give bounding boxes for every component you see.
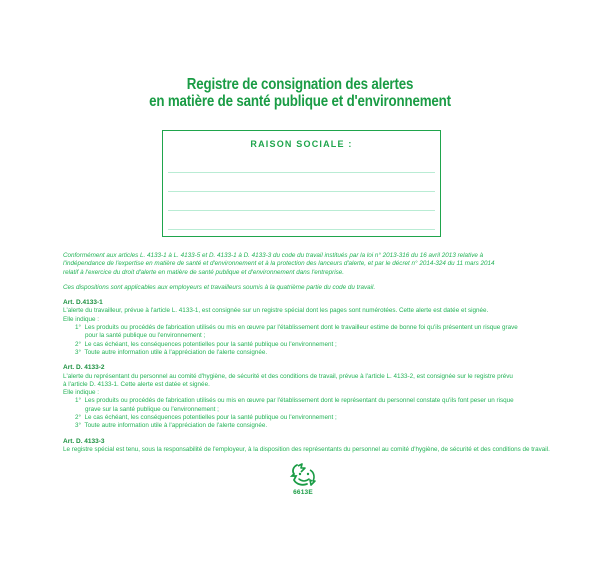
article-title: Art. D.4133-1 bbox=[63, 299, 103, 307]
article-d4133-2 bbox=[63, 364, 543, 430]
article-text: L'alerte du représentant du personnel au comité d'hygiène, de sécurité et des conditions de travail, prévue à l'article L. 4133-2, est consignée sur le registre prévu bbox=[63, 372, 513, 380]
title-line-2: en matière de santé publique et d'environnement bbox=[149, 93, 451, 110]
list-item-continuation: grave sur la santé publique ou l'environnement ; bbox=[85, 405, 219, 413]
eco-recycle-face-icon bbox=[288, 462, 318, 488]
list-item: 2° Le cas échéant, les conséquences potentielles pour la santé publique ou l'environnement ; bbox=[75, 340, 337, 348]
scope-statement: Ces dispositions sont applicables aux employeurs et travailleurs soumis à la quatrième partie du code du travail. bbox=[63, 283, 376, 291]
list-item: 3° Toute autre information utile à l'appréciation de l'alerte consignée. bbox=[75, 348, 268, 356]
article-text: Le registre spécial est tenu, sous la responsabilité de l'employeur, à la disposition des représentants du personnel au comité d'hygiène, de sécurité et des conditions de travail. bbox=[63, 445, 550, 453]
raison-sociale-label: RAISON SOCIALE : bbox=[250, 139, 353, 149]
article-text: Elle indique : bbox=[63, 315, 100, 323]
article-text: L'alerte du travailleur, prévue à l'article L. 4133-1, est consignée sur un registre spécial dont les pages sont numérotées. Cette alerte est datée et signée. bbox=[63, 307, 489, 315]
article-text: à l'article D. 4133-1. Cette alerte est datée et signée. bbox=[63, 380, 210, 388]
article-title: Art. D. 4133-3 bbox=[63, 437, 105, 445]
article-d4133-1 bbox=[63, 299, 543, 357]
title-line-1: Registre de consignation des alertes bbox=[186, 76, 414, 93]
eco-logo bbox=[281, 462, 325, 500]
raison-sociale-box bbox=[162, 130, 441, 237]
list-item: 2° Le cas échéant, les conséquences potentielles pour la santé publique ou l'environnement ; bbox=[75, 414, 337, 422]
intro-line: l'indépendance de l'expertise en matière de santé et d'environnement et à la protection des lanceurs d'alerte, et par le décret n° 2014-324 du 11 mars 2014 bbox=[63, 260, 495, 268]
intro-line: Conformément aux articles L. 4133-1 à L. 4133-5 et D. 4133-1 à D. 4133-3 du code du travail institués par la loi n° 2013-316 du 16 avril 2013 relative à bbox=[63, 252, 484, 259]
article-title: Art. D. 4133-2 bbox=[63, 364, 105, 372]
legal-text bbox=[63, 252, 550, 454]
article-d4133-3 bbox=[63, 437, 550, 455]
list-item: 1° Les produits ou procédés de fabrication utilisés ou mis en œuvre par l'établissement dont le travailleur estime de bonne foi qu'ils présentent un risque grave bbox=[75, 324, 518, 332]
intro-paragraph bbox=[63, 252, 543, 292]
intro-line: relatif à l'exercice du droit d'alerte en matière de santé publique et d'environnement dans l'entreprise. bbox=[63, 268, 344, 276]
article-text: Elle indique : bbox=[63, 389, 100, 397]
document-title bbox=[42, 76, 558, 110]
list-item: 3° Toute autre information utile à l'appréciation de l'alerte consignée. bbox=[75, 422, 268, 430]
raison-sociale-line-1[interactable] bbox=[168, 172, 435, 173]
raison-sociale-line-3[interactable] bbox=[168, 210, 435, 211]
list-item-continuation: pour la santé publique ou l'environnement ; bbox=[85, 332, 206, 340]
product-code: 6613E bbox=[293, 489, 313, 496]
raison-sociale-line-2[interactable] bbox=[168, 191, 435, 192]
list-item: 1° Les produits ou procédés de fabrication utilisés ou mis en œuvre par l'établissement dont le représentant du personnel constate qu'ils font peser un risque bbox=[75, 397, 514, 405]
raison-sociale-line-4[interactable] bbox=[168, 229, 435, 230]
